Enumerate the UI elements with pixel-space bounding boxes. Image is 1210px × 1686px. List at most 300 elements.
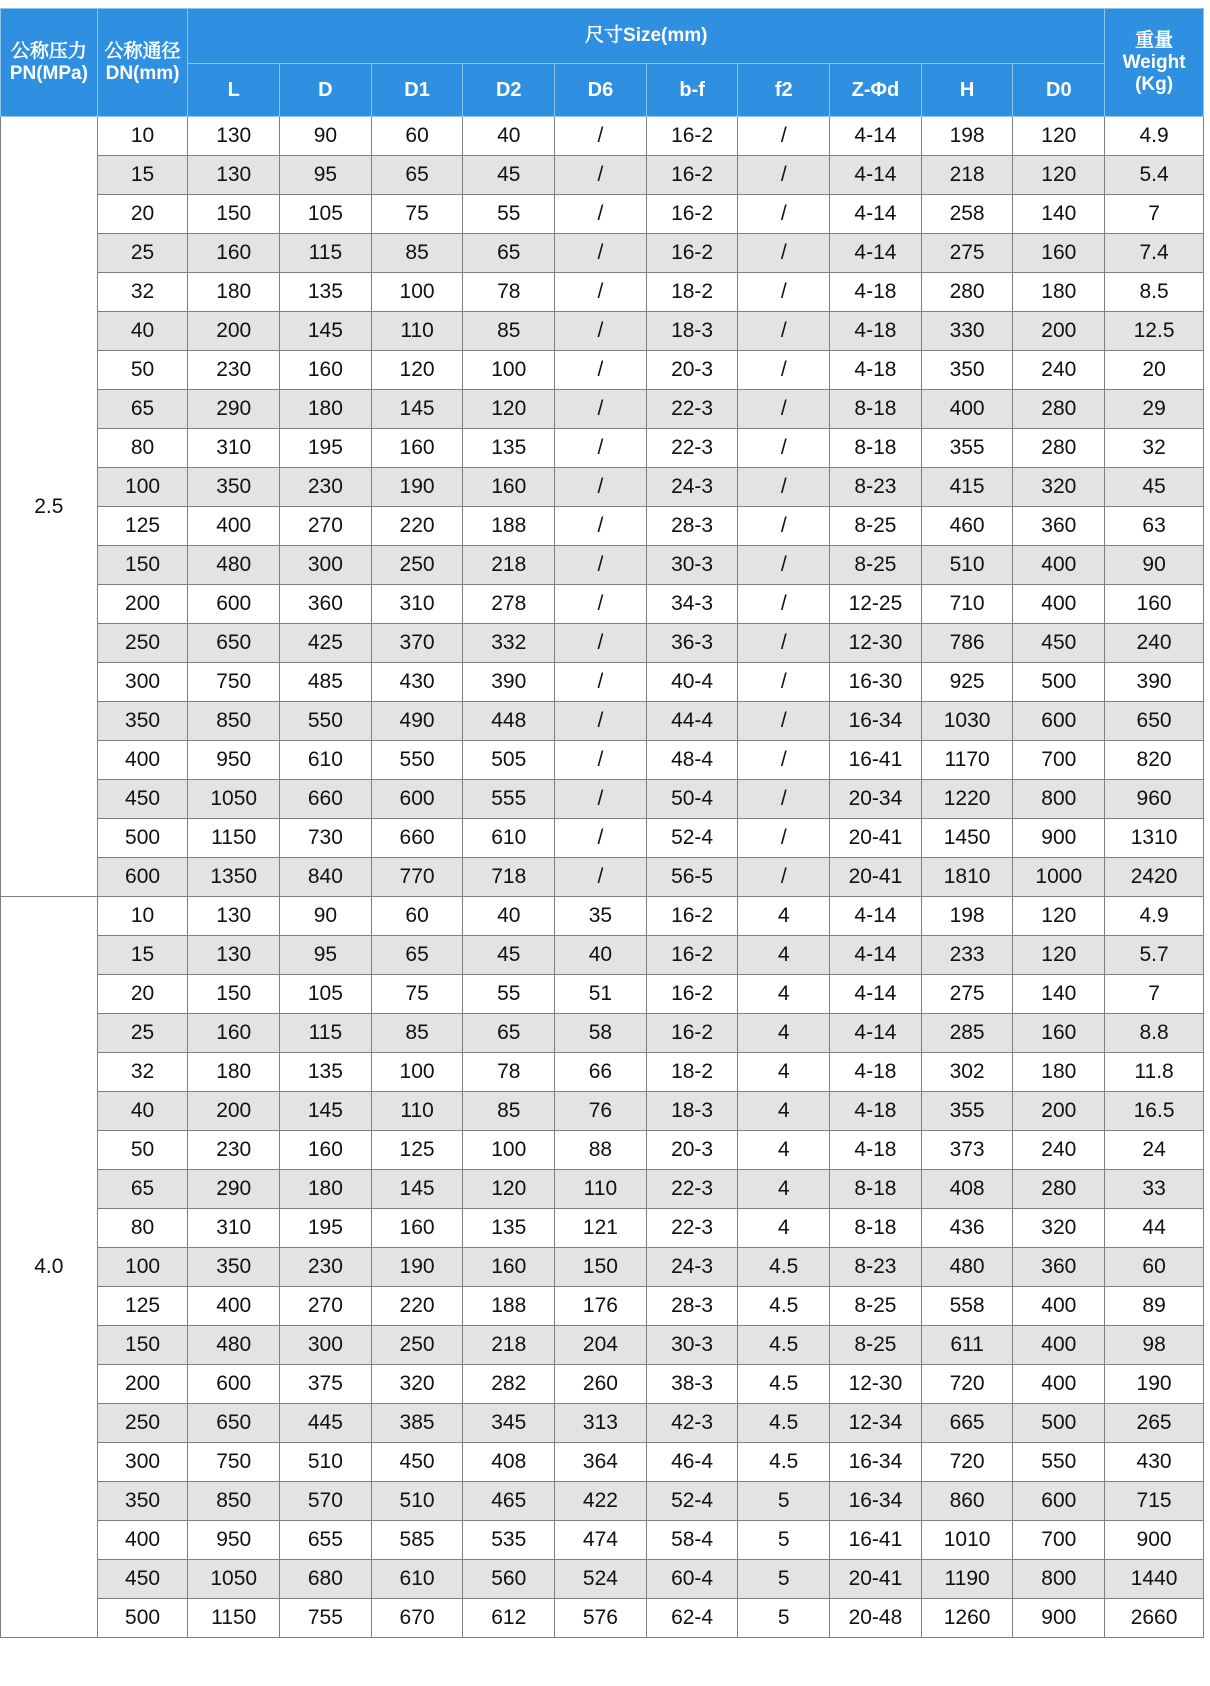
dimension-cell: / [738, 741, 830, 780]
dimension-cell: 105 [280, 195, 372, 234]
dimension-cell: 4-14 [830, 975, 922, 1014]
table-row [1, 1014, 1204, 1053]
dimension-cell: 180 [1013, 1053, 1105, 1092]
dimension-cell: 4-14 [830, 936, 922, 975]
dimension-cell: 300 [280, 1326, 372, 1365]
dimension-cell: 95 [280, 156, 372, 195]
dimension-cell: 700 [1013, 741, 1105, 780]
dimension-cell: 1050 [188, 1560, 280, 1599]
dimension-cell: / [555, 429, 647, 468]
dimension-cell: / [738, 273, 830, 312]
dimension-cell: 85 [463, 1092, 555, 1131]
dimension-cell: 570 [280, 1482, 372, 1521]
dimension-cell: 282 [463, 1365, 555, 1404]
weight-cell: 7.4 [1105, 234, 1204, 273]
dimension-cell: 12-25 [830, 585, 922, 624]
dimension-cell: 400 [1013, 1326, 1105, 1365]
dimension-cell: 58-4 [646, 1521, 738, 1560]
dimension-cell: 375 [280, 1365, 372, 1404]
dimension-cell: 400 [1013, 1365, 1105, 1404]
dimension-cell: 48-4 [646, 741, 738, 780]
dimension-cell: 280 [1013, 429, 1105, 468]
dimension-cell: 140 [1013, 975, 1105, 1014]
dimension-cell: 1150 [188, 1599, 280, 1638]
dimension-cell: 62-4 [646, 1599, 738, 1638]
dimension-cell: 160 [188, 1014, 280, 1053]
dimension-cell: 52-4 [646, 1482, 738, 1521]
dimension-cell: 320 [371, 1365, 463, 1404]
dimension-cell: 750 [188, 663, 280, 702]
dimension-cell: 4-14 [830, 897, 922, 936]
dimension-cell: 60 [371, 117, 463, 156]
dimension-cell: 460 [921, 507, 1013, 546]
dimension-cell: 448 [463, 702, 555, 741]
dimension-cell: 95 [280, 936, 372, 975]
dimension-cell: / [738, 468, 830, 507]
dimension-cell: 4-14 [830, 156, 922, 195]
dimension-cell: 700 [1013, 1521, 1105, 1560]
dimension-cell: 8-25 [830, 546, 922, 585]
dimension-cell: 150 [188, 975, 280, 1014]
dn-cell: 350 [97, 702, 188, 741]
dimension-cell: 4 [738, 1209, 830, 1248]
dimension-cell: 925 [921, 663, 1013, 702]
dimension-cell: 480 [188, 546, 280, 585]
dimension-cell: 16-2 [646, 117, 738, 156]
dimension-cell: 120 [1013, 156, 1105, 195]
weight-cell: 8.8 [1105, 1014, 1204, 1053]
dimension-cell: 16-2 [646, 195, 738, 234]
dn-cell: 500 [97, 1599, 188, 1638]
dimension-cell: 1810 [921, 858, 1013, 897]
dimension-cell: / [555, 390, 647, 429]
dimension-cell: 24-3 [646, 468, 738, 507]
dimension-cell: 22-3 [646, 390, 738, 429]
dimension-cell: 160 [1013, 1014, 1105, 1053]
dimension-cell: 5 [738, 1521, 830, 1560]
dimension-cell: / [555, 507, 647, 546]
dimension-cell: 35 [555, 897, 647, 936]
dimension-cell: 370 [371, 624, 463, 663]
weight-cell: 29 [1105, 390, 1204, 429]
dimension-cell: 120 [1013, 117, 1105, 156]
table-row [1, 1287, 1204, 1326]
dn-cell: 125 [97, 507, 188, 546]
dimension-cell: 400 [1013, 585, 1105, 624]
dimension-cell: 42-3 [646, 1404, 738, 1443]
dn-cell: 20 [97, 195, 188, 234]
dimension-cell: 474 [555, 1521, 647, 1560]
dimension-cell: 20-41 [830, 819, 922, 858]
table-row [1, 858, 1204, 897]
dimension-cell: 16-34 [830, 1482, 922, 1521]
dimension-cell: 195 [280, 1209, 372, 1248]
dimension-cell: 120 [371, 351, 463, 390]
dimension-cell: 320 [1013, 468, 1105, 507]
dimension-cell: 78 [463, 1053, 555, 1092]
dimension-cell: 180 [280, 390, 372, 429]
table-row [1, 702, 1204, 741]
dimension-cell: 500 [1013, 1404, 1105, 1443]
dimension-cell: / [738, 819, 830, 858]
dimension-cell: 400 [188, 1287, 280, 1326]
dimension-cell: 4 [738, 975, 830, 1014]
dimension-cell: 680 [280, 1560, 372, 1599]
weight-cell: 240 [1105, 624, 1204, 663]
table-row [1, 273, 1204, 312]
dimension-cell: 145 [371, 1170, 463, 1209]
weight-cell: 12.5 [1105, 312, 1204, 351]
dimension-cell: 330 [921, 312, 1013, 351]
dimension-cell: 220 [371, 1287, 463, 1326]
table-row [1, 1248, 1204, 1287]
dimension-cell: 233 [921, 936, 1013, 975]
dimension-cell: 30-3 [646, 546, 738, 585]
column-header: f2 [738, 64, 830, 117]
dimension-cell: 56-5 [646, 858, 738, 897]
dimension-cell: 65 [371, 936, 463, 975]
dimension-cell: 430 [371, 663, 463, 702]
dimension-cell: 355 [921, 1092, 1013, 1131]
dimension-cell: 125 [371, 1131, 463, 1170]
dn-cell: 250 [97, 1404, 188, 1443]
dimension-cell: 8-18 [830, 1209, 922, 1248]
dimension-cell: 105 [280, 975, 372, 1014]
column-header: Z-Φd [830, 64, 922, 117]
dimension-cell: 480 [188, 1326, 280, 1365]
weight-cell: 265 [1105, 1404, 1204, 1443]
dimension-cell: 275 [921, 975, 1013, 1014]
dimension-cell: 16-41 [830, 1521, 922, 1560]
dimension-cell: 230 [280, 468, 372, 507]
dn-cell: 600 [97, 858, 188, 897]
dimension-cell: 130 [188, 936, 280, 975]
dimension-cell: 46-4 [646, 1443, 738, 1482]
dimension-cell: 250 [371, 546, 463, 585]
dimension-cell: 4-18 [830, 1131, 922, 1170]
dimension-cell: / [738, 546, 830, 585]
dimension-cell: 400 [188, 507, 280, 546]
dimension-cell: 190 [371, 1248, 463, 1287]
dimension-cell: 5 [738, 1599, 830, 1638]
dimension-cell: 650 [188, 1404, 280, 1443]
dimension-cell: 611 [921, 1326, 1013, 1365]
dimension-cell: 560 [463, 1560, 555, 1599]
dimension-cell: 585 [371, 1521, 463, 1560]
weight-cell: 11.8 [1105, 1053, 1204, 1092]
dimension-cell: 160 [280, 351, 372, 390]
dimension-cell: 860 [921, 1482, 1013, 1521]
table-row [1, 1365, 1204, 1404]
dimension-cell: 51 [555, 975, 647, 1014]
dimension-cell: 720 [921, 1443, 1013, 1482]
dimension-cell: / [738, 234, 830, 273]
dimension-cell: 280 [1013, 390, 1105, 429]
table-row [1, 1170, 1204, 1209]
dimension-cell: 415 [921, 468, 1013, 507]
dimension-cell: 600 [1013, 1482, 1105, 1521]
dimension-cell: 550 [371, 741, 463, 780]
dimension-cell: 110 [371, 312, 463, 351]
dimension-cell: 40 [555, 936, 647, 975]
dimension-cell: 310 [188, 1209, 280, 1248]
dimension-cell: 535 [463, 1521, 555, 1560]
dimension-cell: 278 [463, 585, 555, 624]
dimension-cell: 135 [280, 273, 372, 312]
dimension-cell: 373 [921, 1131, 1013, 1170]
dimension-cell: 350 [188, 468, 280, 507]
dimension-cell: 65 [371, 156, 463, 195]
dimension-cell: 76 [555, 1092, 647, 1131]
dimension-cell: 188 [463, 1287, 555, 1326]
dimension-cell: 176 [555, 1287, 647, 1326]
dimension-cell: 65 [463, 234, 555, 273]
dimension-cell: 730 [280, 819, 372, 858]
weight-cell: 1440 [1105, 1560, 1204, 1599]
dimension-cell: 4-18 [830, 351, 922, 390]
dn-cell: 200 [97, 585, 188, 624]
dn-cell: 150 [97, 1326, 188, 1365]
dimension-cell: 1010 [921, 1521, 1013, 1560]
dimension-cell: 28-3 [646, 1287, 738, 1326]
column-header: D [280, 64, 372, 117]
dimension-cell: 20-34 [830, 780, 922, 819]
dimension-cell: 600 [1013, 702, 1105, 741]
dn-cell: 100 [97, 468, 188, 507]
dn-cell: 32 [97, 1053, 188, 1092]
dn-cell: 400 [97, 1521, 188, 1560]
dimension-cell: 1220 [921, 780, 1013, 819]
dimension-cell: 360 [280, 585, 372, 624]
dimension-cell: 290 [188, 390, 280, 429]
dimension-cell: 310 [188, 429, 280, 468]
dimension-cell: 240 [1013, 1131, 1105, 1170]
dimension-cell: 660 [280, 780, 372, 819]
dimension-cell: 510 [371, 1482, 463, 1521]
dimension-cell: 660 [371, 819, 463, 858]
dimension-cell: 436 [921, 1209, 1013, 1248]
dimension-cell: 18-2 [646, 1053, 738, 1092]
dimension-cell: 1190 [921, 1560, 1013, 1599]
dimension-cell: 55 [463, 975, 555, 1014]
dimension-cell: 160 [463, 468, 555, 507]
dimension-cell: 90 [280, 117, 372, 156]
dimension-cell: / [738, 351, 830, 390]
dimension-cell: 4-18 [830, 1053, 922, 1092]
table-row [1, 468, 1204, 507]
dimension-cell: 22-3 [646, 429, 738, 468]
table-row [1, 1326, 1204, 1365]
dimension-cell: 188 [463, 507, 555, 546]
dimension-cell: 4.5 [738, 1326, 830, 1365]
dimension-cell: 786 [921, 624, 1013, 663]
dimension-cell: 16-34 [830, 1443, 922, 1482]
dimension-cell: 300 [280, 546, 372, 585]
dimension-cell: 610 [371, 1560, 463, 1599]
pressure-label-cn: 公称压力 [10, 40, 87, 62]
column-header: D6 [555, 64, 647, 117]
dimension-cell: 275 [921, 234, 1013, 273]
dimension-cell: / [555, 819, 647, 858]
dimension-cell: 218 [921, 156, 1013, 195]
dimension-cell: 200 [1013, 312, 1105, 351]
dimension-cell: 36-3 [646, 624, 738, 663]
dn-cell: 300 [97, 1443, 188, 1482]
dimension-cell: 332 [463, 624, 555, 663]
dimension-cell: 240 [1013, 351, 1105, 390]
dimension-cell: 555 [463, 780, 555, 819]
table-row [1, 117, 1204, 156]
dimension-cell: 600 [371, 780, 463, 819]
dimension-cell: 22-3 [646, 1209, 738, 1248]
dimension-cell: 550 [280, 702, 372, 741]
dn-cell: 32 [97, 273, 188, 312]
dimension-cell: 1170 [921, 741, 1013, 780]
dimension-cell: 230 [188, 1131, 280, 1170]
dimension-cell: 8-23 [830, 1248, 922, 1287]
dimension-cell: 450 [1013, 624, 1105, 663]
dn-cell: 10 [97, 897, 188, 936]
dimension-cell: 220 [371, 507, 463, 546]
dimension-cell: / [555, 702, 647, 741]
dimension-cell: 8-18 [830, 429, 922, 468]
dn-cell: 40 [97, 1092, 188, 1131]
dimension-cell: 145 [371, 390, 463, 429]
dimension-cell: 110 [555, 1170, 647, 1209]
dimension-cell: 130 [188, 897, 280, 936]
dimension-cell: 16-2 [646, 936, 738, 975]
dimension-cell: 1350 [188, 858, 280, 897]
dimension-cell: 160 [1013, 234, 1105, 273]
dn-cell: 50 [97, 351, 188, 390]
dimension-cell: 670 [371, 1599, 463, 1638]
weight-unit: (Kg) [1135, 73, 1174, 95]
table-row [1, 741, 1204, 780]
dimension-cell: 445 [280, 1404, 372, 1443]
dimension-cell: / [555, 546, 647, 585]
table-row [1, 351, 1204, 390]
dimension-cell: 40 [463, 897, 555, 936]
dimension-cell: 310 [371, 585, 463, 624]
dimension-cell: 195 [280, 429, 372, 468]
dn-cell: 100 [97, 1248, 188, 1287]
table-row [1, 234, 1204, 273]
table-row [1, 1443, 1204, 1482]
dimension-cell: 320 [1013, 1209, 1105, 1248]
dimension-cell: 20-3 [646, 1131, 738, 1170]
dimension-cell: 4-18 [830, 1092, 922, 1131]
dimension-cell: 285 [921, 1014, 1013, 1053]
column-header: D0 [1013, 64, 1105, 117]
dimension-cell: 650 [188, 624, 280, 663]
dimension-cell: 710 [921, 585, 1013, 624]
dn-cell: 65 [97, 1170, 188, 1209]
spec-sheet [0, 8, 1204, 1638]
dimension-cell: 408 [463, 1443, 555, 1482]
dimension-cell: 150 [555, 1248, 647, 1287]
dimension-cell: 500 [1013, 663, 1105, 702]
table-row [1, 1599, 1204, 1638]
dimension-cell: 90 [280, 897, 372, 936]
dimension-cell: 950 [188, 1521, 280, 1560]
dimension-cell: 45 [463, 156, 555, 195]
dimension-cell: / [738, 858, 830, 897]
dimension-cell: 558 [921, 1287, 1013, 1326]
dimension-cell: 1050 [188, 780, 280, 819]
dn-cell: 500 [97, 819, 188, 858]
dimension-cell: 200 [188, 1092, 280, 1131]
dimension-cell: 16-2 [646, 156, 738, 195]
dimension-cell: 4-14 [830, 234, 922, 273]
dimension-cell: 4.5 [738, 1365, 830, 1404]
dimension-cell: 4 [738, 1170, 830, 1209]
dimension-cell: 145 [280, 312, 372, 351]
dimension-cell: / [555, 780, 647, 819]
dimension-cell: 360 [1013, 1248, 1105, 1287]
dn-cell: 15 [97, 936, 188, 975]
dimension-cell: 200 [188, 312, 280, 351]
dimension-cell: 12-34 [830, 1404, 922, 1443]
dimension-cell: 400 [1013, 546, 1105, 585]
dimension-cell: / [555, 585, 647, 624]
dimension-cell: 8-25 [830, 1326, 922, 1365]
dimension-cell: 20-3 [646, 351, 738, 390]
dimension-cell: 120 [1013, 897, 1105, 936]
dimension-cell: 4 [738, 1014, 830, 1053]
dimension-cell: 840 [280, 858, 372, 897]
dimension-cell: 230 [280, 1248, 372, 1287]
table-row [1, 507, 1204, 546]
dimension-cell: 145 [280, 1092, 372, 1131]
dn-cell: 20 [97, 975, 188, 1014]
dn-cell: 300 [97, 663, 188, 702]
dimension-cell: / [555, 273, 647, 312]
table-header [1, 9, 1204, 117]
dimension-cell: 665 [921, 1404, 1013, 1443]
weight-cell: 820 [1105, 741, 1204, 780]
dimension-cell: 16-2 [646, 975, 738, 1014]
dimension-cell: / [738, 312, 830, 351]
dimension-cell: 1260 [921, 1599, 1013, 1638]
dimension-cell: 4 [738, 897, 830, 936]
dimension-cell: 8-23 [830, 468, 922, 507]
table-row [1, 936, 1204, 975]
dimension-cell: 302 [921, 1053, 1013, 1092]
dimension-cell: 505 [463, 741, 555, 780]
dimension-cell: / [555, 156, 647, 195]
weight-cell: 160 [1105, 585, 1204, 624]
dimension-cell: 16-2 [646, 234, 738, 273]
dimension-cell: 50-4 [646, 780, 738, 819]
dn-cell: 450 [97, 1560, 188, 1599]
dimension-cell: 135 [463, 429, 555, 468]
dimension-cell: 850 [188, 702, 280, 741]
weight-header [1105, 9, 1204, 117]
dimension-cell: 750 [188, 1443, 280, 1482]
weight-label-en: Weight [1122, 51, 1186, 73]
dimension-cell: 1030 [921, 702, 1013, 741]
dimension-cell: 218 [463, 546, 555, 585]
dimension-cell: 718 [463, 858, 555, 897]
table-row [1, 1521, 1204, 1560]
dimension-cell: 110 [371, 1092, 463, 1131]
dimension-cell: 900 [1013, 1599, 1105, 1638]
dn-cell: 350 [97, 1482, 188, 1521]
weight-cell: 390 [1105, 663, 1204, 702]
dimension-cell: 1450 [921, 819, 1013, 858]
dimension-cell: 135 [280, 1053, 372, 1092]
dimension-cell: 115 [280, 234, 372, 273]
